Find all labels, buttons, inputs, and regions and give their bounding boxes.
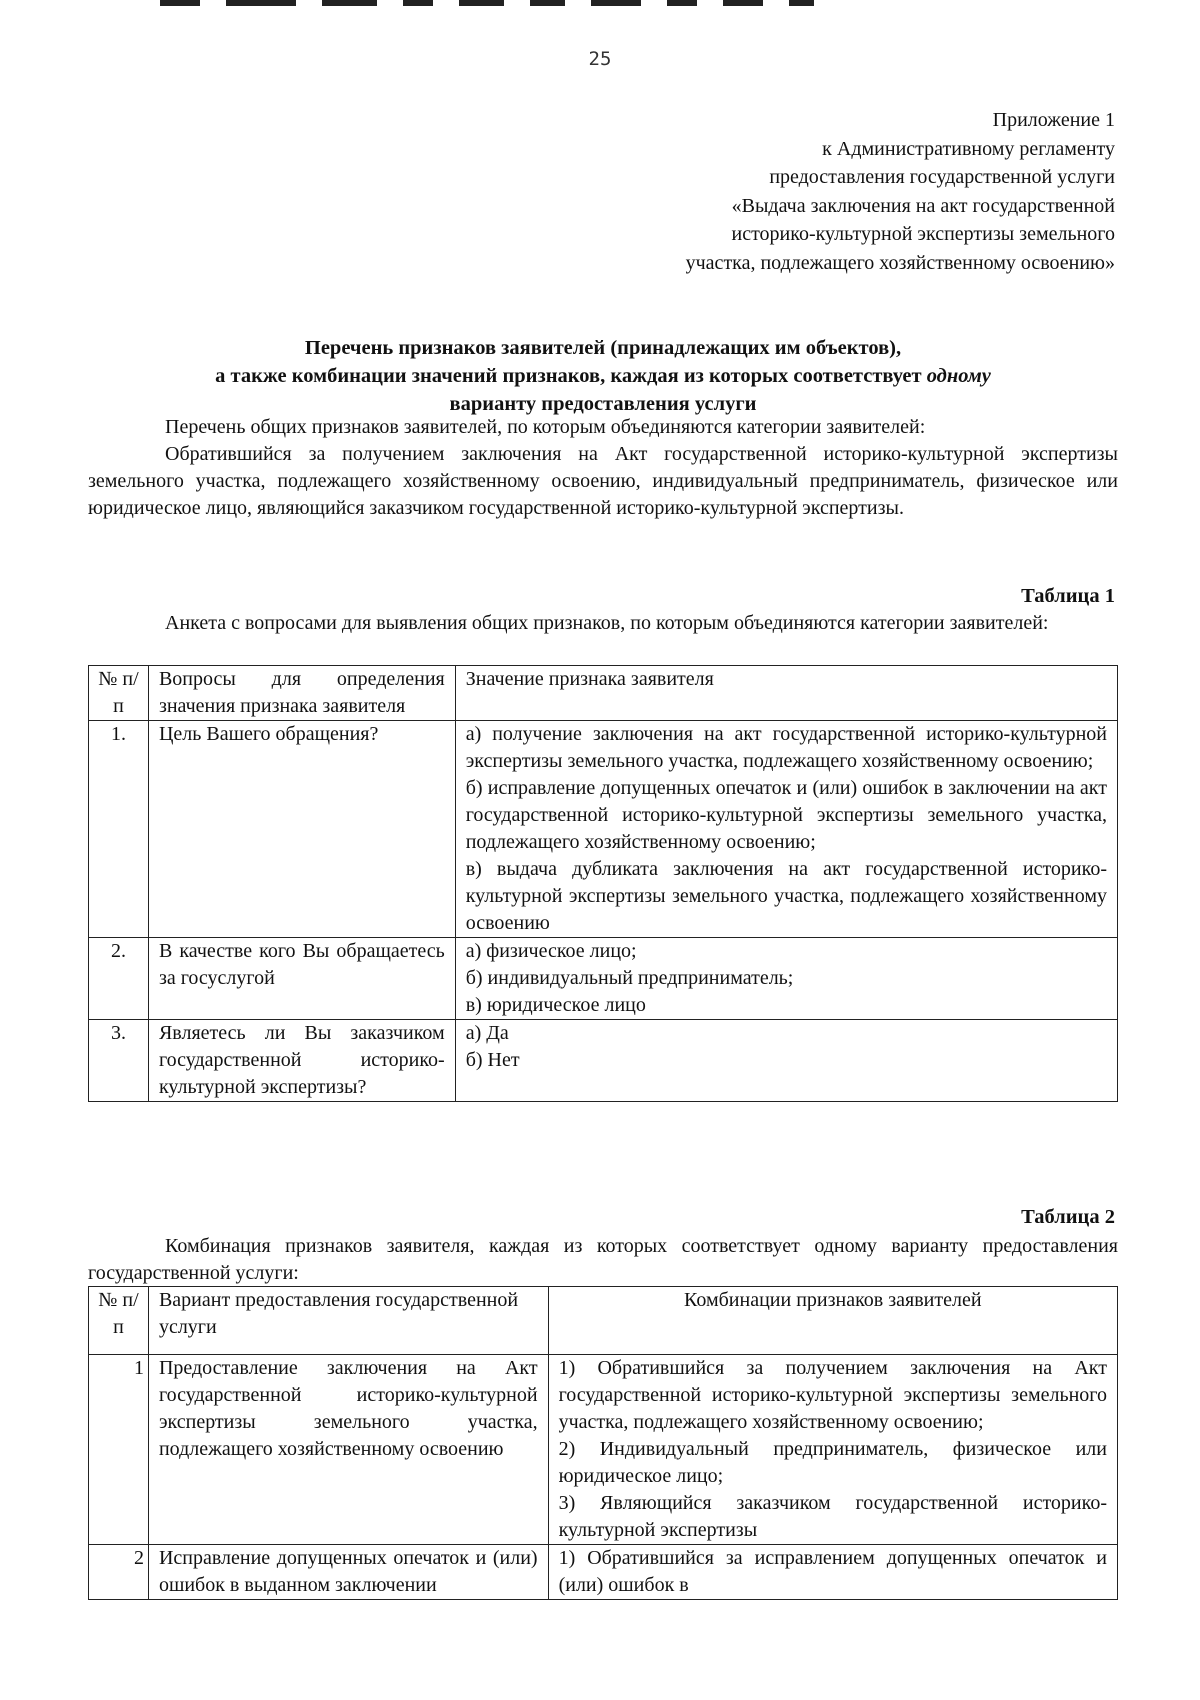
value-item: в) выдача дубликата заключения на акт государственной историко-культурной экспертизы земельного участка, подлежащего хозяйственному освоению xyxy=(465,858,1107,934)
table-header-row xyxy=(89,1287,1118,1355)
paragraph-common-features: Перечень общих признаков заявителей, по которым объединяются категории заявителей: xyxy=(165,416,926,438)
row-variant: Предоставление заключения на Акт государственной историко-культурной экспертизы земельного участка, подлежащего хозяйственному освоению xyxy=(148,1355,548,1545)
table2-label: Таблица 2 xyxy=(1021,1206,1115,1228)
header-cell-question: Вопросы для определения значения признака заявителя xyxy=(148,666,455,721)
table-row xyxy=(89,1020,1118,1102)
title-line: Перечень признаков заявителей (принадлежащих им объектов), xyxy=(304,337,902,359)
combination-item: 1) Обратившийся за исправлением допущенных опечаток и (или) ошибок в xyxy=(558,1547,1107,1596)
value-item: б) индивидуальный предприниматель; xyxy=(465,967,794,989)
appendix-line: Приложение 1 xyxy=(992,109,1115,131)
row-number: 1. xyxy=(89,721,149,938)
row-variant: Исправление допущенных опечаток и (или) ошибок в выданном заключении xyxy=(148,1545,548,1600)
value-item: б) Нет xyxy=(465,1049,520,1071)
table-row xyxy=(89,1355,1118,1545)
row-number: 2. xyxy=(89,938,149,1020)
row-number: 3. xyxy=(89,1020,149,1102)
header-cell-combinations: Комбинации признаков заявителей xyxy=(548,1287,1117,1355)
row-question: В качестве кого Вы обращаетесь за госуслугой xyxy=(148,938,455,1020)
table2-intro: Комбинация признаков заявителя, каждая из которых соответствует одному варианту предоставления государственной услуги: xyxy=(88,1235,1118,1284)
row-values xyxy=(455,721,1117,938)
value-item: в) юридическое лицо xyxy=(465,994,646,1016)
table-row xyxy=(89,938,1118,1020)
appendix-line: предоставления государственной услуги xyxy=(769,166,1115,188)
header-cell-variant: Вариант предоставления государственной услуги xyxy=(148,1287,548,1355)
row-question: Цель Вашего обращения? xyxy=(148,721,455,938)
title-line: варианту предоставления услуги xyxy=(449,393,757,415)
row-combinations xyxy=(548,1355,1117,1545)
header-cell-number: № п/п xyxy=(89,666,149,721)
row-combinations xyxy=(548,1545,1117,1600)
scan-header-marks xyxy=(160,0,880,8)
table-row xyxy=(89,1545,1118,1600)
combination-item: 3) Являющийся заказчиком государственной историко-культурной экспертизы xyxy=(558,1492,1107,1541)
row-question: Являетесь ли Вы заказчиком государственной историко-культурной экспертизы? xyxy=(148,1020,455,1102)
title-line-text: а также комбинации значений признаков, каждая из которых соответствует xyxy=(215,365,927,387)
header-cell-number: № п/п xyxy=(89,1287,149,1355)
paragraph-applicant-description: Обратившийся за получением заключения на Акт государственной историко-культурной экспертизы земельного участка, подлежащего хозяйственному освоению, индивидуальный предприниматель, физическое или юридическое лицо, являющийся заказчиком государственной историко-культурной экспертизы. xyxy=(88,443,1118,519)
table-row xyxy=(89,721,1118,938)
combination-item: 1) Обратившийся за получением заключения на Акт государственной историко-культурной экспертизы земельного участка, подлежащего хозяйственному освоению; xyxy=(558,1357,1107,1433)
appendix-line: к Административному регламенту xyxy=(822,137,1115,160)
table1 xyxy=(88,665,1118,1102)
value-item: б) исправление допущенных опечаток и (или) ошибок в заключении на акт государственной историко-культурной экспертизы земельного участка, подлежащего хозяйственному освоению; xyxy=(465,777,1107,853)
row-values xyxy=(455,1020,1117,1102)
row-number: 2 xyxy=(89,1545,149,1600)
appendix-line: «Выдача заключения на акт государственной xyxy=(731,194,1115,217)
title-italic-word: одному xyxy=(926,365,991,387)
table-header-row xyxy=(89,666,1118,721)
page-number: 25 xyxy=(588,48,612,70)
header-cell-value: Значение признака заявителя xyxy=(455,666,1117,721)
table1-label: Таблица 1 xyxy=(1021,585,1115,607)
table1-intro: Анкета с вопросами для выявления общих признаков, по которым объединяются категории заявителей: xyxy=(165,612,1049,634)
appendix-line: участка, подлежащего хозяйственному освоению» xyxy=(685,251,1115,274)
table2 xyxy=(88,1286,1118,1600)
row-values xyxy=(455,938,1117,1020)
row-number: 1 xyxy=(89,1355,149,1545)
appendix-line: историко-культурной экспертизы земельного xyxy=(731,223,1115,245)
value-item: а) получение заключения на акт государственной историко-культурной экспертизы земельного участка, подлежащего хозяйственному освоению; xyxy=(465,723,1107,772)
appendix-block xyxy=(555,106,1115,277)
document-title xyxy=(88,334,1118,418)
value-item: а) Да xyxy=(465,1022,509,1044)
value-item: а) физическое лицо; xyxy=(465,940,637,962)
combination-item: 2) Индивидуальный предприниматель, физическое или юридическое лицо; xyxy=(558,1438,1107,1487)
title-line xyxy=(88,362,1118,390)
